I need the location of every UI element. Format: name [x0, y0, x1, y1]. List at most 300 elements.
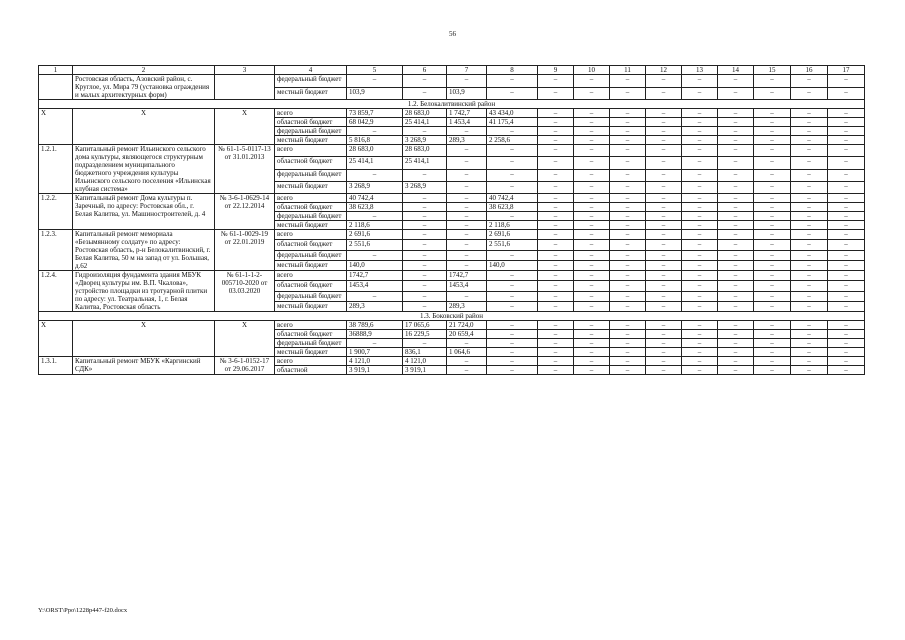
value-cell: – — [610, 212, 646, 221]
value-cell: – — [487, 75, 538, 88]
value-cell: – — [610, 109, 646, 118]
value-cell: – — [718, 145, 754, 157]
value-cell: – — [754, 291, 791, 301]
item-name: Капитальный ремонт Дома культуры п. Заречный, по адресу: Ростовская обл., г. Белая Калитва, ул. Машиностроителей, д. 4 — [73, 194, 215, 230]
value-cell: – — [754, 157, 791, 169]
value-cell: – — [610, 157, 646, 169]
value-cell: – — [574, 230, 610, 240]
value-cell: – — [447, 260, 487, 270]
column-number: 10 — [574, 66, 610, 75]
value-cell: 3 268,9 — [347, 181, 403, 193]
value-cell: – — [403, 75, 447, 88]
value-cell: – — [682, 87, 718, 100]
value-cell: – — [754, 230, 791, 240]
value-cell: – — [828, 75, 865, 88]
column-number: 4 — [275, 66, 347, 75]
funding-source: областной бюджет — [275, 330, 347, 339]
value-cell: 103,9 — [447, 87, 487, 100]
value-cell: 68 042,9 — [347, 118, 403, 127]
value-cell: – — [447, 250, 487, 260]
value-cell: 2 118,6 — [347, 221, 403, 230]
value-cell: – — [487, 250, 538, 260]
value-cell: – — [610, 348, 646, 357]
item-document: X — [215, 109, 275, 145]
value-cell: – — [828, 109, 865, 118]
value-cell: – — [538, 357, 574, 366]
value-cell: – — [718, 291, 754, 301]
value-cell: – — [828, 87, 865, 100]
value-cell: – — [791, 181, 828, 193]
value-cell: – — [487, 169, 538, 181]
value-cell: 1453,4 — [447, 281, 487, 291]
item-number: 1.2.1. — [39, 145, 73, 194]
value-cell: – — [538, 181, 574, 193]
value-cell: 3 919,1 — [403, 366, 447, 375]
table-row — [39, 321, 865, 330]
value-cell: – — [682, 194, 718, 203]
column-number: 17 — [828, 66, 865, 75]
page-number: 56 — [449, 30, 456, 38]
value-cell: – — [754, 240, 791, 250]
value-cell: – — [646, 181, 682, 193]
value-cell: – — [347, 75, 403, 88]
value-cell: 103,9 — [347, 87, 403, 100]
value-cell: 41 175,4 — [487, 118, 538, 127]
value-cell: 289,3 — [447, 301, 487, 311]
value-cell: – — [610, 118, 646, 127]
funding-source: областной бюджет — [275, 281, 347, 291]
value-cell: – — [646, 339, 682, 348]
value-cell: 1 742,7 — [447, 109, 487, 118]
value-cell: – — [682, 145, 718, 157]
value-cell: – — [487, 330, 538, 339]
value-cell: – — [646, 145, 682, 157]
value-cell: – — [682, 281, 718, 291]
funding-source: всего — [275, 145, 347, 157]
value-cell: – — [682, 260, 718, 270]
value-cell: – — [828, 271, 865, 281]
value-cell: – — [718, 240, 754, 250]
value-cell: – — [754, 260, 791, 270]
value-cell: – — [646, 221, 682, 230]
value-cell: – — [447, 221, 487, 230]
item-document: № 61-1-5-0117-13 от 31.01.2013 — [215, 145, 275, 194]
value-cell: – — [403, 260, 447, 270]
value-cell: – — [828, 281, 865, 291]
funding-source: областной бюджет — [275, 240, 347, 250]
value-cell: – — [487, 301, 538, 311]
value-cell: – — [718, 212, 754, 221]
value-cell: 1742,7 — [347, 271, 403, 281]
value-cell: – — [487, 366, 538, 375]
funding-source: областной бюджет — [275, 118, 347, 127]
value-cell: – — [447, 291, 487, 301]
value-cell: – — [403, 339, 447, 348]
value-cell: 140,0 — [347, 260, 403, 270]
value-cell: – — [828, 301, 865, 311]
value-cell: – — [682, 357, 718, 366]
value-cell: – — [791, 348, 828, 357]
column-number: 3 — [215, 66, 275, 75]
value-cell: – — [610, 221, 646, 230]
value-cell: 2 551,6 — [487, 240, 538, 250]
value-cell: – — [574, 145, 610, 157]
value-cell: – — [574, 221, 610, 230]
value-cell: – — [574, 109, 610, 118]
value-cell: – — [828, 330, 865, 339]
value-cell: – — [718, 87, 754, 100]
value-cell: 28 683,0 — [347, 145, 403, 157]
value-cell: – — [646, 212, 682, 221]
value-cell: – — [538, 127, 574, 136]
value-cell: – — [754, 169, 791, 181]
item-document: X — [215, 321, 275, 357]
value-cell: – — [574, 157, 610, 169]
value-cell: – — [610, 145, 646, 157]
value-cell: 3 268,9 — [403, 181, 447, 193]
value-cell: – — [610, 301, 646, 311]
value-cell: – — [610, 357, 646, 366]
value-cell: – — [403, 212, 447, 221]
funding-source: федеральный бюджет — [275, 291, 347, 301]
column-number: 9 — [538, 66, 574, 75]
value-cell: – — [754, 203, 791, 212]
value-cell: – — [538, 240, 574, 250]
table-row — [39, 75, 865, 88]
value-cell: – — [754, 87, 791, 100]
item-number — [39, 75, 73, 100]
funding-source: всего — [275, 194, 347, 203]
value-cell: – — [828, 169, 865, 181]
value-cell: – — [718, 181, 754, 193]
value-cell: 2 118,6 — [487, 221, 538, 230]
value-cell: – — [791, 203, 828, 212]
value-cell: – — [791, 212, 828, 221]
value-cell: – — [754, 127, 791, 136]
value-cell: – — [791, 366, 828, 375]
value-cell: – — [403, 291, 447, 301]
funding-source: местный бюджет — [275, 260, 347, 270]
value-cell: – — [682, 169, 718, 181]
value-cell: – — [574, 118, 610, 127]
value-cell: – — [403, 281, 447, 291]
value-cell: – — [682, 118, 718, 127]
value-cell: – — [828, 136, 865, 145]
funding-source: всего — [275, 271, 347, 281]
value-cell: – — [754, 301, 791, 311]
value-cell: – — [487, 339, 538, 348]
item-document: № 3-6-1-0152-17 от 29.06.2017 — [215, 357, 275, 375]
value-cell: – — [791, 271, 828, 281]
value-cell: – — [487, 87, 538, 100]
column-number: 5 — [347, 66, 403, 75]
value-cell: – — [347, 212, 403, 221]
value-cell: – — [610, 169, 646, 181]
funding-source: областной бюджет — [275, 203, 347, 212]
file-path-footer: Y:\ORST\Ppo\1228p447-f20.docx — [38, 607, 128, 614]
table-row — [39, 271, 865, 281]
value-cell: 5 816,8 — [347, 136, 403, 145]
value-cell: – — [828, 348, 865, 357]
value-cell: 4 121,0 — [347, 357, 403, 366]
section-title: 1.3. Боковский район — [39, 312, 865, 321]
value-cell: – — [610, 136, 646, 145]
column-number: 12 — [646, 66, 682, 75]
item-name: Капитальный ремонт мемориала «Безымянному солдату» по адресу: Ростовская область, р-н Белокалитвинский, г. Белая Калитва, 50 м на запад от ул. Большая, д.62 — [73, 230, 215, 271]
value-cell: – — [538, 212, 574, 221]
value-cell: – — [646, 203, 682, 212]
value-cell: – — [791, 157, 828, 169]
value-cell: – — [828, 157, 865, 169]
value-cell: – — [646, 301, 682, 311]
value-cell: – — [754, 348, 791, 357]
value-cell: 1453,4 — [347, 281, 403, 291]
value-cell: 28 683,0 — [403, 145, 447, 157]
value-cell: – — [487, 157, 538, 169]
value-cell: – — [538, 221, 574, 230]
value-cell: – — [791, 291, 828, 301]
value-cell: – — [403, 127, 447, 136]
item-document — [215, 75, 275, 100]
value-cell: – — [574, 271, 610, 281]
value-cell: – — [403, 169, 447, 181]
value-cell: – — [646, 366, 682, 375]
value-cell: – — [403, 271, 447, 281]
value-cell: – — [828, 118, 865, 127]
value-cell: – — [610, 203, 646, 212]
value-cell: – — [791, 250, 828, 260]
funding-source: местный бюджет — [275, 348, 347, 357]
value-cell: – — [538, 230, 574, 240]
value-cell: – — [718, 230, 754, 240]
value-cell: – — [682, 271, 718, 281]
value-cell: 16 229,5 — [403, 330, 447, 339]
value-cell: 36888,9 — [347, 330, 403, 339]
value-cell: – — [646, 136, 682, 145]
value-cell: – — [403, 221, 447, 230]
value-cell: – — [610, 321, 646, 330]
column-number: 8 — [487, 66, 538, 75]
funding-source: областной — [275, 366, 347, 375]
section-row — [39, 312, 865, 321]
value-cell: – — [574, 330, 610, 339]
value-cell: – — [610, 230, 646, 240]
value-cell: – — [574, 291, 610, 301]
section-title: 1.2. Белокалитвинский район — [39, 100, 865, 109]
value-cell: – — [754, 136, 791, 145]
value-cell: – — [403, 203, 447, 212]
value-cell: – — [718, 127, 754, 136]
value-cell: – — [610, 250, 646, 260]
value-cell: 3 268,9 — [403, 136, 447, 145]
value-cell: – — [828, 203, 865, 212]
value-cell: – — [538, 136, 574, 145]
funding-source: федеральный бюджет — [275, 212, 347, 221]
value-cell: – — [610, 366, 646, 375]
value-cell: – — [538, 157, 574, 169]
value-cell: – — [538, 260, 574, 270]
value-cell: – — [682, 301, 718, 311]
value-cell: – — [487, 348, 538, 357]
column-number: 16 — [791, 66, 828, 75]
value-cell: – — [791, 109, 828, 118]
value-cell: – — [610, 127, 646, 136]
item-name: Капитальный ремонт МБУК «Каргинский СДК» — [73, 357, 215, 375]
item-name: X — [73, 321, 215, 357]
item-document: № 61-1-1-2-005710-2020 от 03.03.2020 — [215, 271, 275, 312]
column-number-row — [39, 66, 865, 75]
value-cell: – — [610, 260, 646, 270]
value-cell: – — [791, 240, 828, 250]
value-cell: – — [828, 366, 865, 375]
funding-source: федеральный бюджет — [275, 250, 347, 260]
column-number: 7 — [447, 66, 487, 75]
funding-source: местный бюджет — [275, 221, 347, 230]
column-number: 15 — [754, 66, 791, 75]
value-cell: – — [538, 348, 574, 357]
value-cell: – — [646, 357, 682, 366]
value-cell: – — [791, 169, 828, 181]
value-cell: – — [718, 271, 754, 281]
value-cell: 38 789,6 — [347, 321, 403, 330]
value-cell: – — [610, 339, 646, 348]
column-number: 11 — [610, 66, 646, 75]
value-cell: – — [610, 291, 646, 301]
value-cell: – — [682, 330, 718, 339]
value-cell: – — [828, 240, 865, 250]
value-cell: 2 691,6 — [347, 230, 403, 240]
value-cell: 1 064,6 — [447, 348, 487, 357]
value-cell: – — [718, 136, 754, 145]
value-cell: – — [610, 240, 646, 250]
value-cell: – — [791, 260, 828, 270]
funding-source: местный бюджет — [275, 136, 347, 145]
value-cell: – — [682, 230, 718, 240]
value-cell: – — [646, 109, 682, 118]
value-cell: – — [487, 321, 538, 330]
value-cell: – — [754, 321, 791, 330]
value-cell: – — [718, 301, 754, 311]
value-cell: 2 551,6 — [347, 240, 403, 250]
funding-source: всего — [275, 109, 347, 118]
value-cell: – — [718, 250, 754, 260]
value-cell: – — [538, 339, 574, 348]
value-cell: – — [347, 250, 403, 260]
funding-source: федеральный бюджет — [275, 339, 347, 348]
value-cell: – — [574, 169, 610, 181]
value-cell: – — [828, 194, 865, 203]
value-cell: – — [718, 203, 754, 212]
value-cell: – — [828, 291, 865, 301]
value-cell: – — [574, 75, 610, 88]
value-cell: 2 258,6 — [487, 136, 538, 145]
value-cell: – — [574, 281, 610, 291]
value-cell: – — [791, 75, 828, 88]
value-cell: – — [682, 127, 718, 136]
value-cell: – — [574, 348, 610, 357]
value-cell: 4 121,0 — [403, 357, 447, 366]
value-cell: – — [718, 330, 754, 339]
item-number: 1.2.3. — [39, 230, 73, 271]
value-cell: 40 742,4 — [487, 194, 538, 203]
value-cell: 140,0 — [487, 260, 538, 270]
value-cell: 1 453,4 — [447, 118, 487, 127]
value-cell: – — [646, 250, 682, 260]
value-cell: – — [646, 330, 682, 339]
column-number: 13 — [682, 66, 718, 75]
value-cell: – — [447, 145, 487, 157]
value-cell: 836,1 — [403, 348, 447, 357]
value-cell: – — [447, 194, 487, 203]
value-cell: – — [487, 291, 538, 301]
funding-source: федеральный бюджет — [275, 127, 347, 136]
value-cell: – — [682, 240, 718, 250]
value-cell: – — [574, 321, 610, 330]
value-cell: – — [828, 181, 865, 193]
value-cell: – — [718, 169, 754, 181]
value-cell: – — [754, 75, 791, 88]
value-cell: – — [718, 157, 754, 169]
value-cell: – — [828, 321, 865, 330]
value-cell: – — [754, 271, 791, 281]
funding-source: федеральный бюджет — [275, 75, 347, 88]
value-cell: – — [447, 240, 487, 250]
value-cell: – — [682, 221, 718, 230]
value-cell: – — [447, 230, 487, 240]
funding-source: местный бюджет — [275, 181, 347, 193]
funding-source: местный бюджет — [275, 87, 347, 100]
funding-source: местный бюджет — [275, 301, 347, 311]
value-cell: – — [403, 250, 447, 260]
value-cell: – — [828, 145, 865, 157]
item-number: X — [39, 109, 73, 145]
value-cell: – — [403, 240, 447, 250]
value-cell: – — [682, 181, 718, 193]
value-cell: – — [754, 357, 791, 366]
value-cell: – — [610, 271, 646, 281]
value-cell: – — [538, 321, 574, 330]
value-cell: – — [682, 250, 718, 260]
value-cell: – — [682, 109, 718, 118]
value-cell: – — [574, 301, 610, 311]
value-cell: – — [646, 291, 682, 301]
value-cell: – — [487, 212, 538, 221]
value-cell: – — [791, 118, 828, 127]
value-cell: – — [682, 321, 718, 330]
value-cell: – — [828, 339, 865, 348]
value-cell: – — [828, 357, 865, 366]
value-cell: – — [538, 145, 574, 157]
value-cell: – — [538, 330, 574, 339]
value-cell: – — [754, 250, 791, 260]
value-cell: – — [754, 339, 791, 348]
value-cell: – — [574, 339, 610, 348]
value-cell: – — [718, 281, 754, 291]
value-cell: – — [718, 321, 754, 330]
table-row — [39, 109, 865, 118]
value-cell: – — [646, 240, 682, 250]
item-document: № 3-6-1-0629-14 от 22.12.2014 — [215, 194, 275, 230]
value-cell: – — [347, 339, 403, 348]
value-cell: – — [646, 321, 682, 330]
value-cell: – — [754, 181, 791, 193]
value-cell: – — [447, 181, 487, 193]
value-cell: – — [754, 281, 791, 291]
funding-source: всего — [275, 357, 347, 366]
value-cell: – — [487, 145, 538, 157]
value-cell: 43 434,0 — [487, 109, 538, 118]
value-cell: – — [447, 339, 487, 348]
